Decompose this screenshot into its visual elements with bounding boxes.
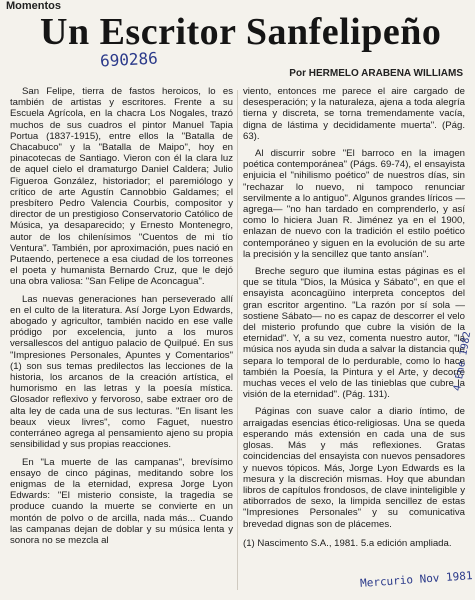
paragraph: En "La muerte de las campanas", brevísimo ensayo de cinco páginas, meditando sobre los enigmas de la eternidad, expresa Jorge Lyon Edwards: "El misterio consiste, la tragedia se produce cuando la muerte se convierte en un montón de polvo o de arcilla, nada más... Cuando las campanas dejan de doblar y su música lenta y sonora no se mezcla al — [10, 456, 233, 546]
paragraph: Al discurrir sobre "El barroco en la imagen poética contemporánea" (Págs. 69-74), el ensayista enjuicia el "nihilismo poético" de nuestros días, sin "rechazar lo nuevo, ni tampoco renunciar servilmente a lo antiguo". Algunos grandes líricos —agrega— "no han tardado en comprenderlo, y así como lo hiciera Juan R. Jiménez ya en el 1900, enlazan de nuevo con la tradición el estilo poético contemporáneo y siguen en la evolución de su arte la precisión y la sencillez que tanto ansían". — [243, 148, 465, 260]
left-column — [10, 86, 233, 552]
paragraph: Páginas con suave calor a diario íntimo, de arraigadas esencias ético-religiosas. Una se queda esperando más extensión en cada una de sus glosas. Más y más reflexiones. Gratas coincidencias del ensayista con nuevos pensadores y nuevos tópicos. Más, Jorge Lyon Edwards es la mesura y la discreción mismas. Hoy que abundan libros de capítulos frondosos, de clave ininteligible y atiborrados de sexo, la limpida sencillez de estas "Impresiones Personales" y su comunicativa brevedad dignas son de plácemes. — [243, 406, 465, 530]
section-label: Momentos — [6, 0, 61, 12]
column-divider — [237, 90, 238, 590]
paragraph: viento, entonces me parece el aire cargado de desesperación; y la naturaleza, ajena a toda alegría tierna y discreta, se torna tremendamente vacía, digna de lástima y decididamente muerta". (Pág. 63). — [243, 86, 465, 142]
margin-handwriting: 4 Ene 1982 — [452, 330, 474, 392]
byline: Por HERMELO ARABENA WILLIAMS — [289, 68, 463, 79]
paragraph: San Felipe, tierra de fastos heroicos, lo es también de artistas y escritores. Frente a su Escuela Agrícola, en la chacra Los Nogales, trazó muchos de sus cuadros el pintor Manuel Tapia Portua (1837-1915), entre ellos la "Batalla de Chacabuco" y la "Batalla de Maipo", hoy en pinacotecas de Santiago. Vieron con él la clara luz de aquel cielo el dramaturgo Daniel Caldera; Julio Figueroa González, historiador; el paremiólogo y crítico de arte Agustín Cannobbio Galdames; el presbítero Pedro Valencia Courbis, compositor y director de un prestigioso Conservatorio Católico de Música, ya desaparecido; y Ernesto Montenegro, autor de los chilenísimos "Cuentos de mi tío Ventura". También, por aproximación, pues nació en Putaendo, pertenece a esa ciudad de los torreones el poeta y humanista Bernardo Cruz, que le dejó una obra valiosa: "San Felipe de Aconcagua". — [10, 86, 233, 288]
paragraph: Las nuevas generaciones han perseverado allí en el culto de la literatura. Así Jorge Lyon Edwards, abogado y agricultor, también nacido en ese valle pródigo por excelencia, junto a los muros versallescos del antiguo palacio de Quilpué. En sus "Impresiones Personales, Apuntes y Comentarios" (1) son sus temas predilectos las lecciones de la historia, los arcanos de la creación artística, el humorismo en las letras y la poesía mística. Glosador reflexivo y fervoroso, sabe extraer oro de alta ley de cada una de sus lecturas. "En lisant les beaux vieux livres", como Faguet, nuestro conterráneo agrega al pensamiento ajeno su propia sensibilidad y sus propias reacciones. — [10, 293, 233, 451]
paragraph: Breche seguro que ilumina estas páginas es el que se titula "Dios, la Música y Sábato", en que el ensayista aconcagüino interpreta conceptos del gran escritor argentino. "La razón por sí sola —sostiene Sábato— no es capaz de descorrer el velo del misterio profundo que cubre la visión de la eternidad". Y, a su vez, comenta nuestro autor, "la música nos ayuda sin duda a salvar la distancia que separa lo temporal de lo perdurable, como lo hace también la Poesía, la Pintura y el Arte, y decorre muchas veces el velo de las tinieblas que cubre la visión de la eternidad". (Pág. 131). — [243, 266, 465, 401]
footnote: (1) Nascimento S.A., 1981. 5.a edición ampliada. — [243, 537, 452, 549]
right-column — [243, 86, 465, 555]
handwritten-number: 690286 — [99, 48, 159, 71]
handwritten-signature: Mercurio Nov 1981 — [359, 569, 473, 590]
article-title: Un Escritor Sanfelipeño — [40, 11, 442, 53]
